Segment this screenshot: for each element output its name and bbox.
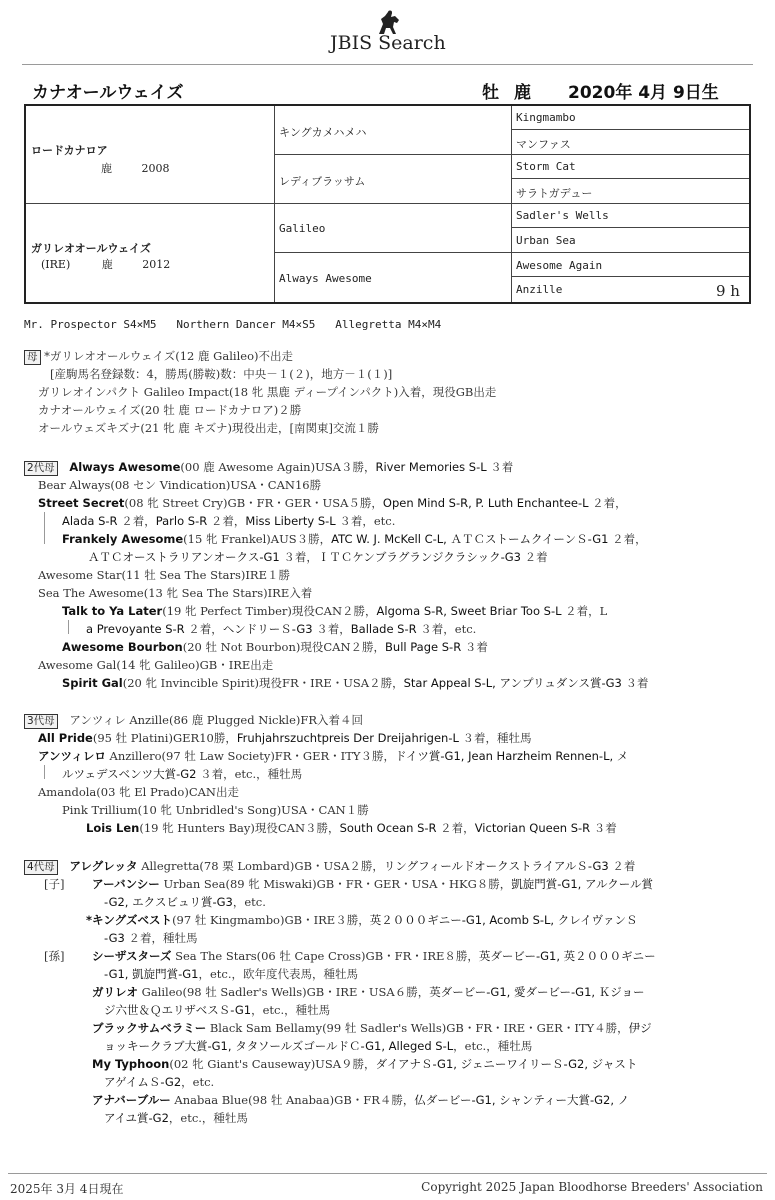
horse-link[interactable]: アナバーブルー: [92, 1093, 171, 1107]
dam-origin: (IRE): [41, 258, 71, 271]
horse-link[interactable]: *キングズベスト: [86, 913, 173, 927]
race-link[interactable]: 仏ダービー-G1, シャンティー大賞-G2, ノ: [414, 1093, 630, 1107]
placing-text: ２着: [520, 550, 548, 564]
race-link[interactable]: South Ocean S-R: [339, 821, 437, 835]
record-text: Anzillero(97 牡 Law Society)FR・GER・ITY３勝，: [105, 749, 395, 763]
second-dam-name[interactable]: Always Awesome: [69, 460, 181, 474]
children-label: [子]: [44, 877, 65, 891]
dam-tag: 母: [24, 350, 41, 365]
placing-text: ３着: [486, 460, 514, 474]
record-text: Galileo(98 牡 Sadler's Wells)GB・IRE・USA６勝，: [138, 985, 430, 999]
horse-link[interactable]: アーバンシー: [92, 877, 160, 891]
race-link[interactable]: 凱旋門賞-G1, アルクール賞: [511, 877, 654, 891]
fourth-dam-grandproduce: [92, 948, 656, 964]
sire-name[interactable]: ロードカナロア: [31, 144, 108, 157]
race-link[interactable]: ＡＴＣオーストラリアンオークス-G1: [88, 550, 280, 564]
placing-text: ２着: [608, 859, 636, 873]
third-dam-grandproduce[interactable]: Pink Trillium(10 牝 Unbridled's Song)USA・CAN１勝: [62, 803, 369, 817]
race-link[interactable]: 伊ジ: [628, 1021, 652, 1035]
dam-section-line-1: [24, 348, 293, 365]
second-dam-grandproduce: [62, 639, 488, 655]
race-link[interactable]: Miss Liberty S-L: [245, 514, 336, 528]
race-link[interactable]: ルツェデスベンツ大賞-G2: [62, 767, 197, 781]
pedigree-g3-6[interactable]: Urban Sea: [516, 234, 576, 247]
continuation-line: [104, 1074, 214, 1090]
sire-cell[interactable]: [31, 142, 170, 176]
pedigree-g3-1[interactable]: Kingmambo: [516, 111, 576, 124]
record-text: (19 牝 Perfect Timber)現役CAN２勝，: [162, 604, 377, 618]
second-dam-tag: 2代母: [24, 461, 58, 476]
race-link[interactable]: アイユ賞-G2: [104, 1111, 169, 1125]
horse-link[interactable]: Spirit Gal: [62, 676, 123, 690]
placing-text: ，etc.: [232, 895, 266, 909]
indent-bar: [68, 620, 69, 634]
continuation-line: [86, 621, 476, 637]
record-text: Sea The Stars(06 牡 Cape Cross)GB・FR・IRE８勝，: [171, 949, 479, 963]
dam-color: 鹿: [101, 258, 113, 271]
horse-link[interactable]: Awesome Bourbon: [62, 640, 183, 654]
horse-title-row: [32, 78, 732, 102]
as-of-date: 2025年 3月 4日現在: [10, 1182, 124, 1196]
race-link[interactable]: ドイツ賞-G1, Jean Harzheim Rennen-L, メ: [394, 749, 629, 763]
placing-text: ３着: [590, 821, 617, 835]
fourth-dam-produce: [86, 912, 638, 928]
placing-text: ２着，: [436, 821, 475, 835]
fourth-dam-tag: 4代母: [24, 860, 58, 875]
continuation-line: [104, 1038, 532, 1054]
pedigree-g2-sire-sire[interactable]: キングカメハメハ: [279, 126, 367, 139]
dam-name[interactable]: ガリレオオールウェイズ: [31, 242, 151, 255]
record-text: (20 牝 Invincible Spirit)現役FR・IRE・USA２勝，: [122, 676, 404, 690]
horse-link[interactable]: My Typhoon: [92, 1057, 170, 1071]
pedigree-g3-5[interactable]: Sadler's Wells: [516, 209, 609, 222]
dam-produce-3[interactable]: オールウェズキズナ(21 牝 鹿 キズナ)現役出走，[南関東]交流１勝: [38, 421, 379, 435]
placing-text: ２着，L: [561, 604, 608, 618]
continuation-line: [104, 1110, 248, 1126]
horse-link[interactable]: Lois Len: [86, 821, 140, 835]
race-link[interactable]: a Prevoyante S-R: [86, 622, 185, 636]
pedigree-g3-3[interactable]: Storm Cat: [516, 160, 576, 173]
horse-link[interactable]: アレグレッタ: [69, 859, 138, 873]
placing-text: ，etc.，種牡馬: [453, 1039, 533, 1053]
race-link[interactable]: Algoma S-R, Sweet Briar Too S-L: [376, 604, 562, 618]
race-link[interactable]: ョッキークラブ大賞-G1, タタソールズゴールドＣ-G1, Alleged S-L: [104, 1039, 454, 1053]
record-text: (02 牝 Giant's Causeway)USA９勝，: [169, 1057, 376, 1071]
horse-name: カナオールウェイズ: [32, 83, 184, 103]
race-link[interactable]: Parlo S-R: [155, 514, 208, 528]
dam-produce-2[interactable]: カナオールウェイズ(20 牡 鹿 ロードカナロア)２勝: [38, 403, 302, 417]
grandchildren-label: [孫]: [44, 949, 65, 963]
horse-link[interactable]: アンツィレロ: [38, 749, 106, 763]
sire-color: 鹿: [101, 162, 112, 175]
placing-text: ，etc.: [181, 1075, 215, 1089]
horse-link[interactable]: Street Secret: [38, 496, 125, 510]
sire-year: 2008: [141, 162, 170, 175]
second-dam-grandproduce: [62, 675, 649, 691]
pedigree-table: [24, 104, 751, 304]
placing-text: ，etc.，種牡馬: [251, 1003, 331, 1017]
race-link[interactable]: リングフィールドオークストライアルＳ-G3: [383, 859, 609, 873]
second-dam-grandproduce: [62, 531, 647, 547]
record-text: Anabaa Blue(98 牡 Anabaa)GB・FR４勝，: [170, 1093, 415, 1107]
race-link[interactable]: 英２０００ギニー-G1, Acomb S-L, クレイヴァンＳ: [369, 913, 638, 927]
race-link[interactable]: アゲイムＳ-G2: [104, 1075, 182, 1089]
pedigree-g2-dam-dam[interactable]: Always Awesome: [279, 272, 372, 285]
race-link[interactable]: Fruhjahrszuchtpreis Der Dreijahrigen-L: [236, 731, 459, 745]
horse-birthdate: 2020年 4月 9日生: [568, 83, 719, 103]
race-link[interactable]: -G2, エクスビュリ賞-G3: [104, 895, 233, 909]
fourth-dam-grandproduce: [92, 1092, 629, 1108]
third-dam-great-grandproduce: [86, 820, 617, 836]
race-link[interactable]: River Memories S-L: [375, 460, 487, 474]
race-link[interactable]: Victorian Queen S-R: [474, 821, 591, 835]
horse-sex: 牡: [482, 83, 499, 103]
second-dam-produce[interactable]: Bear Always(08 セン Vindication)USA・CAN16勝: [38, 478, 322, 492]
race-link[interactable]: Ballade S-R: [350, 622, 417, 636]
placing-text: ３着，etc.: [416, 622, 477, 636]
record-text: Black Sam Bellamy(99 牡 Sadler's Wells)GB・FR・IRE・GER・ITY４勝，: [206, 1021, 629, 1035]
jbis-search-logo[interactable]: [330, 10, 460, 55]
header-divider: [22, 64, 753, 65]
horse-link[interactable]: Talk to Ya Later: [62, 604, 163, 618]
fourth-dam-grandproduce: [92, 1020, 652, 1036]
race-link[interactable]: Bull Page S-R: [385, 640, 462, 654]
race-link[interactable]: ジ六世＆ＱエリザベスＳ-G1: [104, 1003, 252, 1017]
dam-summary[interactable]: *ガリレオオールウェイズ(12 鹿 Galileo)不出走: [44, 349, 293, 363]
placing-text: ２着，: [608, 532, 647, 546]
family-number: 9 h: [716, 282, 740, 300]
logo-text: JBIS Search: [330, 32, 446, 54]
placing-text: ３着，: [279, 550, 318, 564]
pedigree-g3-8[interactable]: Anzille: [516, 283, 563, 296]
indent-bar: [44, 512, 45, 544]
second-dam-record: (00 鹿 Awesome Again)USA３勝，: [180, 460, 376, 474]
placing-text: ３着，etc.，種牡馬: [196, 767, 303, 781]
continuation-line: [104, 894, 266, 910]
pedigree-g3-4[interactable]: サラトガデュー: [516, 187, 593, 200]
record-text: Allegretta(78 栗 Lombard)GB・USA２勝，: [137, 859, 384, 873]
placing-text: ２着，: [184, 622, 223, 636]
race-link[interactable]: 英ダービー-G1, 愛ダービー-G1, Ｋジョー: [429, 985, 645, 999]
inbreeding-summary: Mr. Prospector S4×M5 Northern Dancer M4×S5 Allegretta M4×M4: [24, 318, 442, 331]
third-dam-tag: 3代母: [24, 714, 58, 729]
race-link[interactable]: Alada S-R: [62, 514, 118, 528]
race-link[interactable]: 英ダービー-G1, 英２０００ギニー: [478, 949, 656, 963]
placing-text: ３着: [621, 676, 649, 690]
second-dam-grandproduce: [62, 603, 607, 619]
continuation-line: [104, 966, 358, 982]
horse-link[interactable]: シーザスターズ: [92, 949, 172, 963]
continuation-line: [62, 513, 395, 529]
footer-divider: [8, 1173, 767, 1174]
placing-text: ２着，: [207, 514, 246, 528]
third-dam-produce: [38, 730, 532, 746]
race-link[interactable]: ヘンドリーＳ-G3: [222, 622, 313, 636]
fourth-dam-line-1: [24, 858, 635, 875]
pedigree-g2-dam-sire[interactable]: Galileo: [279, 222, 326, 235]
race-link[interactable]: -G1, 凱旋門賞-G1: [104, 967, 199, 981]
race-link[interactable]: ダイアナＳ-G1, ジェニーワイリーＳ-G2, ジャスト: [375, 1057, 638, 1071]
continuation-line: [88, 549, 548, 565]
dam-cell[interactable]: [31, 240, 170, 272]
record-text: (19 牝 Hunters Bay)現役CAN３勝，: [139, 821, 340, 835]
placing-text: ３着，: [312, 622, 351, 636]
horse-link[interactable]: All Pride: [38, 731, 93, 745]
second-dam-line-1: [24, 459, 513, 476]
placing-text: ２着，: [117, 514, 156, 528]
record-text: (08 牝 Street Cry)GB・FR・GER・USA５勝，: [124, 496, 383, 510]
placing-text: ３着，種牡馬: [458, 731, 532, 745]
record-text: Urban Sea(89 牝 Miswaki)GB・FR・GER・USA・HKG８勝，: [159, 877, 512, 891]
copyright: Copyright 2025 Japan Bloodhorse Breeders' Association: [421, 1180, 763, 1194]
third-dam-line-1: [24, 712, 363, 729]
placing-text: ，etc.，欧年度代表馬，種牡馬: [198, 967, 359, 981]
continuation-line: [104, 1002, 330, 1018]
indent-bar: [44, 765, 45, 779]
record-text: (20 牡 Not Bourbon)現役CAN２勝，: [182, 640, 386, 654]
horse-link[interactable]: ガリレオ: [92, 985, 138, 999]
second-dam-produce[interactable]: Sea The Awesome(13 牝 Sea The Stars)IRE入着: [38, 586, 313, 600]
race-link[interactable]: ATC W. J. McKell C-L, ＡＴＣストームクイーンＳ-G1: [331, 532, 609, 546]
third-dam-produce[interactable]: Amandola(03 牝 El Prado)CAN出走: [38, 785, 239, 799]
third-dam-summary[interactable]: アンツィレ Anzille(86 鹿 Plugged Nickle)FR入着４回: [69, 713, 364, 727]
placing-text: ３着: [461, 640, 488, 654]
dam-produce-1[interactable]: ガリレオインパクト Galileo Impact(18 牝 黒鹿 ディープインパクト)入着，現役GB出走: [38, 385, 497, 399]
pedigree-g2-sire-dam[interactable]: レディブラッサム: [279, 175, 366, 188]
horse-link[interactable]: ブラックサムベラミー: [92, 1021, 207, 1035]
horse-color: 鹿: [514, 83, 531, 103]
race-link[interactable]: ＩＴＣケンブラグランジクラシック-G3: [317, 550, 521, 564]
race-link[interactable]: Star Appeal S-L, アンプリュダンス賞-G3: [403, 676, 622, 690]
dam-year: 2012: [142, 258, 171, 271]
pedigree-g3-7[interactable]: Awesome Again: [516, 259, 603, 272]
pedigree-g3-2[interactable]: マンファス: [516, 138, 571, 151]
placing-text: ２着，: [588, 496, 627, 510]
placing-text: ３着，etc.: [335, 514, 396, 528]
record-text: (15 牝 Frankel)AUS３勝，: [183, 532, 332, 546]
record-text: (97 牡 Kingmambo)GB・IRE３勝，: [172, 913, 370, 927]
dam-produce-stats: [産駒馬名登録数：4，勝馬(勝鞍)数：中央－１(２)，地方－１(１)]: [50, 367, 393, 381]
fourth-dam-grandproduce: [92, 1056, 637, 1072]
continuation-line: [62, 766, 302, 782]
fourth-dam-grandproduce: [92, 984, 644, 1000]
second-dam-produce[interactable]: Awesome Star(11 牡 Sea The Stars)IRE１勝: [38, 568, 290, 582]
second-dam-produce: [38, 495, 627, 511]
race-link[interactable]: -G3: [104, 931, 125, 945]
third-dam-produce: [38, 748, 628, 764]
horse-link[interactable]: Frankely Awesome: [62, 532, 184, 546]
record-text: (95 牡 Platini)GER10勝，: [92, 731, 237, 745]
race-link[interactable]: Open Mind S-R, P. Luth Enchantee-L: [382, 496, 589, 510]
placing-text: ，etc.，種牡馬: [168, 1111, 248, 1125]
placing-text: ２着，種牡馬: [124, 931, 198, 945]
second-dam-produce[interactable]: Awesome Gal(14 牝 Galileo)GB・IRE出走: [38, 658, 274, 672]
continuation-line: [104, 930, 197, 946]
fourth-dam-produce: [92, 876, 653, 892]
